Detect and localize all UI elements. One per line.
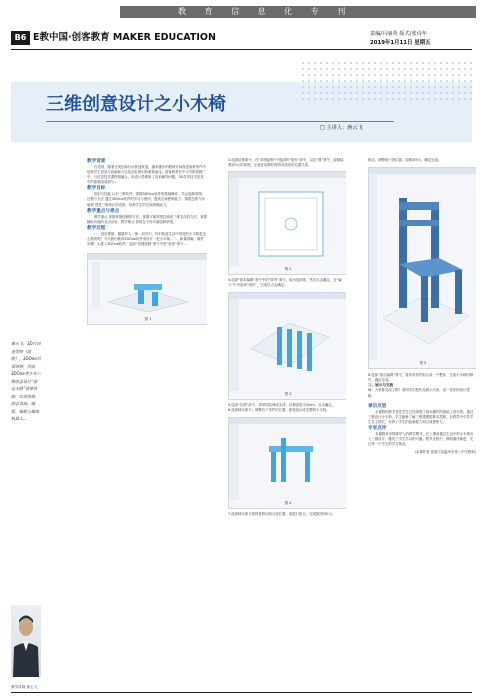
- paragraph: 移动，调整椅子背位置，如图4所示，确定完成。: [368, 158, 442, 162]
- paragraph: 师：大家都完成了吗？请同学们把作品展示出来，说一说你的设计思路。: [368, 388, 470, 398]
- paragraph: 一、创设情境，激趣导入。师：同学们，你们知道生活中常见的小木椅是怎么做的吗？今天我们就用3DOne软件来设计一把小木椅。二、新课讲解。操作步骤：1.进入3DOne软件，选择“草图绘制”命令中的“矩形”命令...: [87, 231, 206, 247]
- column-1: [87, 158, 207, 694]
- figure-5: [368, 167, 476, 369]
- paragraph: 7.选择移动命令将椅背移动到合适位置，再进行组合，完成如图5所示。: [228, 511, 336, 516]
- figure-caption: 图 3: [284, 392, 292, 397]
- paragraph: 8.选择“组合编辑”命令，将所有零件组合成一个整体，完成小木椅的制作，确定完成。: [368, 373, 474, 383]
- section-heading: 教学背景: [87, 159, 106, 164]
- figure-1: [87, 253, 207, 325]
- section-title: E教中国·创客教育 MAKER EDUCATION: [33, 32, 216, 43]
- author-bio: [11, 340, 41, 590]
- paragraph: 4.选择“基本编辑”命令中的“阵列”命令，给出选择体，然后点击确定。在“输入”中可选择“线性”，完成后点击确定。: [228, 278, 342, 288]
- section-heading: 教学过程: [87, 225, 106, 231]
- section-heading: 课后反思: [368, 403, 387, 409]
- header-rule: [11, 49, 472, 50]
- figure-caption: 图 2: [284, 267, 292, 272]
- author-bio-text: 蒋云飞，3D打印造型师（高级），3DOne培训讲师，资深3DOne青少年三维创意设计“创意无限”授课讲师、培训讲师、创意表演、编程、编程与媒体机器人...: [11, 341, 41, 421]
- section-heading: 教学目标: [87, 186, 106, 192]
- column-2: [228, 158, 346, 694]
- paragraph: 本课程采用情境导入的教学模式，在上课前通过生活中的小木椅引入三维设计，激发了学生学习的兴趣。教学过程中，教师循序渐进，关注每一个学生的学习情况。: [368, 431, 474, 447]
- section-heading: 专家点评: [368, 425, 387, 431]
- section-heading: 教学重点与难点: [87, 208, 120, 214]
- figure-caption: 图 4: [284, 500, 292, 505]
- paragraph: 在美国，随着全美创客行动快速发展，越来越多的教师开始将创客教育作为培养学生创造与创新能力以及创业意识的重要途径。创客教育在中小学阶段推广中，与信息技术课程相融合，用设计思维和工具来解决问题，3D打印技术是其中的重要组成部分...: [87, 165, 206, 185]
- article-author: □ 主讲人：蒋云飞: [320, 125, 363, 131]
- editor-line: 责编/吕丽英 版式/张诗年: [370, 31, 428, 37]
- header-banner-text: 教 育 信 息 化 专 刊: [178, 7, 354, 16]
- author-note: (本课作者 系浙江省温州市第八中学教师): [414, 450, 476, 455]
- paragraph: 5.选择“拉伸”命令，将草图拉伸成实体，拉伸高度为2mm，点击确定。: [228, 403, 336, 408]
- figure-caption: 图 5: [419, 361, 427, 366]
- figure-2: [228, 171, 346, 275]
- paragraph: 知识与技能 认识三维软件，掌握3DOne软件的基础操作，学会绘制草图；过程与方法 通过3DOne软件的学习与使用，提高空间想象能力；情感态度与价值观 感受三维设计的奇妙，培养学生的空间思维能力。: [87, 192, 206, 207]
- page-number-badge: B6: [11, 31, 30, 45]
- title-underline: [46, 121, 394, 122]
- column-3: [368, 158, 476, 694]
- date-line: 2019年1月11日 星期五: [370, 40, 431, 46]
- bottom-rule: [11, 692, 472, 693]
- figure-caption: 图 1: [144, 317, 152, 322]
- title-band-dots: [300, 60, 472, 100]
- paragraph: 6.选择移动命令，调整各个零件的位置，使其组合成完整的小木椅。: [228, 408, 330, 413]
- figure-4: [228, 417, 346, 509]
- paragraph: 本课程的教学是在学生已经掌握了基本操作的基础上进行的。通过三维设计小木椅，学生能够了解三维建模的基本思路，在教学中引导学生自主探究，培养了学生的创新能力和空间想象力。: [368, 409, 474, 424]
- figure-3: [228, 292, 346, 400]
- teacher-caption: 教学讲师 蒋云飞: [11, 685, 38, 689]
- subheading: 三、展示与交流: [368, 383, 394, 388]
- paragraph: 3.选择拉伸命令，在“草图绘制”中选择的“矩形”命令，以及“圆”命令，绘制如图2所示的草图，注意在绘制时保持各线条的位置关系。: [228, 158, 344, 168]
- paragraph: 教学重点 掌握草图绘制的方法，掌握平面草图拉伸成三维实体的方法，掌握辅助功能的灵活应用。教学难点 如何在不同平面绘制草图。: [87, 214, 207, 224]
- author-photo: [11, 605, 41, 677]
- article-title: 三维创意设计之小木椅: [46, 94, 226, 115]
